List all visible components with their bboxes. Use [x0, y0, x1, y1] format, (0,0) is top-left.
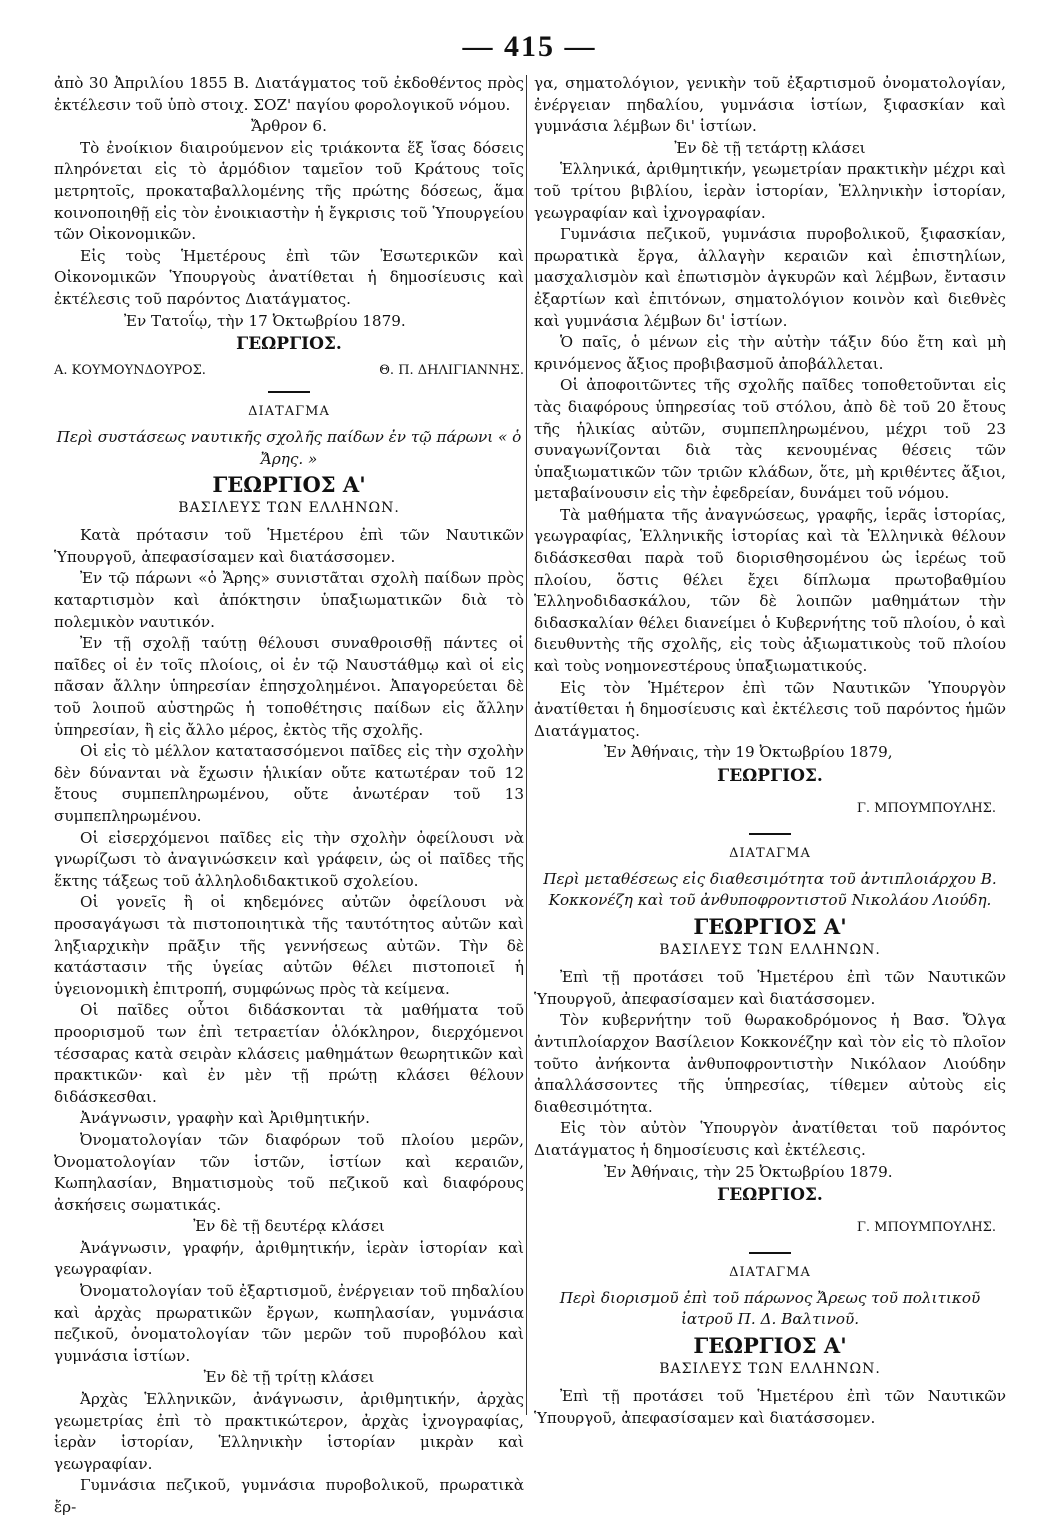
paragraph: Ὁ παῖς, ὁ μένων εἰς τὴν αὐτὴν τάξιν δύο ἔτη καὶ μὴ κρινόμενος ἄξιος προβιβασμοῦ ἀποβάλλεται. — [534, 333, 1006, 373]
separator-rule — [268, 391, 310, 393]
class-heading: Ἐν δὲ τῇ τρίτῃ κλάσει — [203, 1368, 375, 1387]
paragraph: Ἐπὶ τῇ προτάσει τοῦ Ἡμετέρου ἐπὶ τῶν Ναυτικῶν Ὑπουργοῦ, ἀπεφασίσαμεν καὶ διατάσσομεν. — [534, 1387, 1006, 1427]
paragraph: Ὀνοματολογίαν τοῦ ἐξαρτισμοῦ, ἐνέργειαν τοῦ πηδαλίου καὶ ἀρχὰς πρωρατικῶν ἔργων, κωπηλασίαν, γυμνάσια πεζικοῦ, ὀνοματολογίαν τῶν μερῶν τοῦ πυροβόλου καὶ γυμνάσια ἱστίων. — [54, 1282, 524, 1365]
right-column — [534, 73, 1006, 1429]
paragraph: Εἰς τοὺς Ἡμετέρους ἐπὶ τῶν Ἐσωτερικῶν καὶ Οἰκονομικῶν Ὑπουργοὺς ἀνατίθεται ἡ δημοσίευσις καὶ ἐκτέλεσις τοῦ παρόντος Διατάγματος. — [54, 246, 524, 308]
paragraph: Ὀνοματολογίαν τῶν διαφόρων τοῦ πλοίου μερῶν, Ὀνοματολογίαν τῶν ἱστῶν, ἱστίων καὶ κεραιῶν, Κωπηλασίαν, Βηματισμοὺς τοῦ πεζικοῦ καὶ διαφόρους ἀσκήσεις σωματικάς. — [54, 1130, 524, 1214]
paragraph: Εἰς τὸν Ἡμέτερον ἐπὶ τῶν Ναυτικῶν Ὑπουργὸν ἀνατίθεται ἡ δημοσίευσις καὶ ἐκτέλεσις τοῦ παρόντος ἡμῶν Διατάγματος. — [534, 678, 1006, 740]
king-subtitle: ΒΑΣΙΛΕΥΣ ΤΩΝ ΕΛΛΗΝΩΝ. — [659, 941, 881, 958]
paragraph: Γυμνάσια πεζικοῦ, γυμνάσια πυροβολικοῦ, πρωρατικὰ ἔρ- — [54, 1476, 524, 1516]
paragraph: Οἱ παῖδες οὗτοι διδάσκονται τὰ μαθήματα τοῦ προορισμοῦ των ἐπὶ τετραετίαν ὁλόκληρον, διερχόμενοι τέσσαρας κατὰ σειρὰν κλάσεις μαθημάτων θεωρητικῶν καὶ πρακτικῶν· καὶ ἐν μὲν τῇ πρώτῃ κλάσει θέλουν διδάσκεσθαι. — [54, 1001, 524, 1106]
paragraph: Ἀρχὰς Ἑλληνικῶν, ἀνάγνωσιν, ἀριθμητικήν, ἀρχὰς γεωμετρίας ἐπὶ τὸ πρακτικώτερον, ἀρχὰς ἰχνογραφίας, ἱερὰν ἱστορίαν, Ἑλληνικὴν ἱστορίαν μικρὰν καὶ γεωγραφίαν. — [54, 1390, 524, 1473]
signature-king: ΓΕΩΡΓΙΟΣ. — [236, 334, 342, 355]
decree-title: ΔΙΑΤΑΓΜΑ — [729, 846, 811, 862]
column-divider — [526, 75, 527, 1415]
paragraph: Γυμνάσια πεζικοῦ, γυμνάσια πυροβολικοῦ, ξιφασκίαν, πρωρατικὰ ἔργα, ἀλλαγὴν κεραιῶν καὶ ἐπιστηλίων, μασχαλισμὸν καὶ ἐπωτισμὸν ἀγκυρῶν καὶ λέμβων, ἔντασιν ἐξαρτίων καὶ ἐπιτόνων, σηματολόγιον κοινὸν καὶ διεθνὲς καὶ γυμνάσια λέμβων δι' ἱστίων. — [534, 225, 1006, 330]
separator-rule — [749, 1252, 791, 1254]
class-heading: Ἐν δὲ τῇ τετάρτῃ κλάσει — [674, 138, 866, 157]
article-heading: Ἄρθρον 6. — [251, 117, 327, 136]
minister-signature: Γ. ΜΠΟΥΜΠΟΥΛΗΣ. — [856, 800, 996, 816]
paragraph: Ἀνάγνωσιν, γραφήν, ἀριθμητικήν, ἱερὰν ἱστορίαν καὶ γεωγραφίαν. — [54, 1238, 524, 1279]
signature-king: ΓΕΩΡΓΙΟΣ. — [717, 766, 823, 786]
king-title: ΓΕΩΡΓΙΟΣ Α' — [212, 472, 366, 498]
paragraph: Τὸ ἐνοίκιον διαιρούμενον εἰς τριάκοντα ἕξ ἴσας δόσεις πληρόνεται εἰς τὸ ἁρμόδιον ταμεῖον τοῦ Κράτους τοῖς μετρητοῖς, προκαταβαλλομένης τῆς πρώτης δόσεως, ἅμα κοινοποιηθῇ εἰς τὸν ἐνοικιαστὴν ἡ ἔγκρισις τοῦ Ὑπουργείου τῶν Οἰκονομικῶν. — [54, 138, 524, 244]
date-line: Ἐν Ἀθήναις, τὴν 19 Ὀκτωβρίου 1879, — [604, 743, 893, 762]
intro-text: ἀπὸ 30 Ἀπριλίου 1855 Β. Διατάγματος τοῦ ἐκδοθέντος πρὸς ἐκτέλεσιν τοῦ ὑπὸ στοιχ. ΣΟΖ' παγίου φορολογικοῦ νόμου. — [54, 74, 524, 114]
decree-title: ΔΙΑΤΑΓΜΑ — [248, 404, 330, 420]
minister-signature: Γ. ΜΠΟΥΜΠΟΥΛΗΣ. — [856, 1219, 996, 1235]
king-title: ΓΕΩΡΓΙΟΣ Α' — [693, 913, 847, 939]
paragraph: Ἀνάγνωσιν, γραφὴν καὶ Ἀριθμητικήν. — [80, 1109, 370, 1128]
paragraph: Τὸν κυβερνήτην τοῦ θωρακοδρόμονος ἡ Βασ. Ὄλγα ἀντιπλοίαρχον Βασίλειον Κοκκονέζην καὶ τὸν εἰς τὸ πλοῖον τοῦτο ἀνήκοντα ἀνθυποφροντιστὴν Νικόλαον Λιούδην ἀπαλλάσσοντες τῆς ὑπηρεσίας, τίθεμεν αὐτοὺς εἰς διαθεσιμότητα. — [534, 1011, 1006, 1116]
paragraph: Οἱ γονεῖς ἢ οἱ κηδεμόνες αὐτῶν ὀφείλουσι νὰ προσαγάγωσι τὰ πιστοποιητικὰ τῆς ταυτότητος αὐτῶν καὶ ληξιαρχικὴν πρᾶξιν τῆς γεννήσεως αὐτῶν. Τὴν δὲ κατάστασιν τῆς ὑγείας αὐτῶν θέλει πιστοποιεῖ ἡ ὑγειονομικὴ ἐπιτροπή, συμφώνως πρὸς τὰ κείμενα. — [54, 893, 524, 998]
paragraph: Οἱ ἀποφοιτῶντες τῆς σχολῆς παῖδες τοποθετοῦνται εἰς τὰς διαφόρους ὑπηρεσίας τοῦ στόλου, ἀπὸ δὲ τοῦ 20 ἔτους τῆς ἡλικίας αὐτῶν, συμπεπληρωμένου, μέχρι τοῦ 23 συναγωνίζονται διὰ τὰς κενουμένας θέσεις τῶν ὑπαξιωματικῶν τῶν τριῶν κλάδων, ὅτε, μὴ κριθέντες ἄξιοι, μεταβαίνουσιν εἰς τὴν ἐφεδρείαν, δυνάμει τοῦ νόμου. — [534, 376, 1006, 503]
decree-subject: Περὶ συστάσεως ναυτικῆς σχολῆς παίδων ἐν τῷ πάρωνι « ὁ Ἄρης. » — [56, 427, 522, 468]
paragraph: Κατὰ πρότασιν τοῦ Ἡμετέρου ἐπὶ τῶν Ναυτικῶν Ὑπουργοῦ, ἀπεφασίσαμεν καὶ διατάσσομεν. — [54, 526, 524, 566]
paragraph: Ἐν τῷ πάρωνι «ὁ Ἄρης» συνιστᾶται σχολὴ παίδων πρὸς καταρτισμὸν καὶ ἀπόκτησιν ὑπαξιωματικῶν διὰ τὸ πολεμικὸν ναυτικόν. — [54, 569, 524, 631]
king-title: ΓΕΩΡΓΙΟΣ Α' — [693, 1333, 847, 1359]
paragraph: Οἱ εἰσερχόμενοι παῖδες εἰς τὴν σχολὴν ὀφείλουσι νὰ γνωρίζωσι τὸ ἀναγινώσκειν καὶ γράφειν, ὡς οἱ παῖδες τῆς ἕκτης τάξεως τοῦ ἀλληλοδιδακτικοῦ σχολείου. — [54, 828, 524, 890]
king-subtitle: ΒΑΣΙΛΕΥΣ ΤΩΝ ΕΛΛΗΝΩΝ. — [178, 499, 400, 516]
paragraph: Οἱ εἰς τὸ μέλλον κατατασσόμενοι παῖδες εἰς τὴν σχολὴν δὲν δύνανται νὰ ἔχωσιν ἡλικίαν οὔτε κατωτέραν τοῦ 12 ἔτους συμπεπληρωμένου, οὔτε ἀνωτέραν τοῦ 13 συμπεπληρωμένου. — [54, 742, 524, 825]
minister-signature: Α. ΚΟΥΜΟΥΝΔΟΥΡΟΣ. — [54, 362, 206, 378]
paragraph: Εἰς τὸν αὐτὸν Ὑπουργὸν ἀνατίθεται τοῦ παρόντος Διατάγματος ἡ δημοσίευσις καὶ ἐκτέλεσις. — [534, 1119, 1006, 1159]
page-number: — 415 — — [462, 30, 597, 63]
paragraph: Ἐν τῇ σχολῇ ταύτῃ θέλουσι συναθροισθῇ πάντες οἱ παῖδες οἱ ἐν τοῖς πλοίοις, οἱ ἐν τῷ Ναυστάθμῳ καὶ οἱ εἰς πᾶσαν ἄλλην ὑπηρεσίαν ἐπησχολημένοι. Ἀπαγορεύεται δὲ τοῦ λοιποῦ αὐστηρῶς ἡ τοποθέτησις παίδων εἰς ἄλλην ὑπηρεσίαν, ἢ εἰς ἄλλο μέρος, ἐκτὸς τῆς σχολῆς. — [54, 634, 524, 739]
left-column — [54, 73, 524, 1519]
minister-signature: Θ. Π. ΔΗΛΙΓΙΑΝΝΗΣ. — [379, 362, 524, 378]
decree-subject: Περὶ μεταθέσεως εἰς διαθεσιμότητα τοῦ ἀντιπλοιάρχου Β. Κοκκονέζη καὶ τοῦ ἀνθυποφροντιστοῦ Νικολάου Λιούδη. — [543, 869, 997, 910]
paragraph: Τὰ μαθήματα τῆς ἀναγνώσεως, γραφῆς, ἱερᾶς ἱστορίας, γεωγραφίας, Ἑλληνικῆς ἱστορίας καὶ τὰ Ἑλληνικὰ θέλουν διδάσκεσθαι παρὰ τοῦ διορισθησομένου ὡς ἱερέως τοῦ πλοίου, ὅστις θέλει ἔχει δίπλωμα πρωτοβαθμίου Ἑλληνοδιδασκάλου, τῶν δὲ λοιπῶν μαθημάτων τὴν διδασκαλίαν θέλει διανείμει ὁ Κυβερνήτης τοῦ πλοίου, ὁ καὶ διευθυντὴς τῆς σχολῆς, εἰς τοὺς ἀξιωματικοὺς τοῦ πλοίου καὶ τοὺς νοημονεστέρους ὑπαξιωματικούς. — [534, 505, 1006, 676]
minister-signatures — [54, 360, 524, 382]
paragraph: γα, σηματολόγιον, γενικὴν τοῦ ἐξαρτισμοῦ ὀνοματολογίαν, ἐνέργειαν πηδαλίου, γυμνάσια ἱστίων, ξιφασκίαν καὶ γυμνάσια λέμβων δι' ἱστίων. — [534, 74, 1006, 136]
signature-king: ΓΕΩΡΓΙΟΣ. — [717, 1185, 823, 1206]
paragraph: Ἐπὶ τῇ προτάσει τοῦ Ἡμετέρου ἐπὶ τῶν Ναυτικῶν Ὑπουργοῦ, ἀπεφασίσαμεν καὶ διατάσσομεν. — [534, 968, 1006, 1008]
king-subtitle: ΒΑΣΙΛΕΥΣ ΤΩΝ ΕΛΛΗΝΩΝ. — [659, 1360, 881, 1377]
date-line: Ἐν Ἀθήναις, τὴν 25 Ὀκτωβρίου 1879. — [604, 1162, 893, 1181]
date-line: Ἐν Τατοΐῳ, τὴν 17 Ὀκτωβρίου 1879. — [124, 311, 406, 330]
decree-subject: Περὶ διορισμοῦ ἐπὶ τοῦ πάρωνος Ἄρεως τοῦ πολιτικοῦ ἰατροῦ Π. Δ. Βαλτινοῦ. — [559, 1288, 981, 1329]
paragraph: Ἑλληνικά, ἀριθμητικήν, γεωμετρίαν πρακτικὴν μέχρι καὶ τοῦ τρίτου βιβλίου, ἱερὰν ἱστορίαν, Ἑλληνικὴν ἱστορίαν, γεωγραφίαν καὶ ἰχνογραφίαν. — [534, 160, 1006, 222]
separator-rule — [749, 833, 791, 835]
class-heading: Ἐν δὲ τῇ δευτέρᾳ κλάσει — [193, 1217, 385, 1236]
decree-title: ΔΙΑΤΑΓΜΑ — [729, 1265, 811, 1281]
